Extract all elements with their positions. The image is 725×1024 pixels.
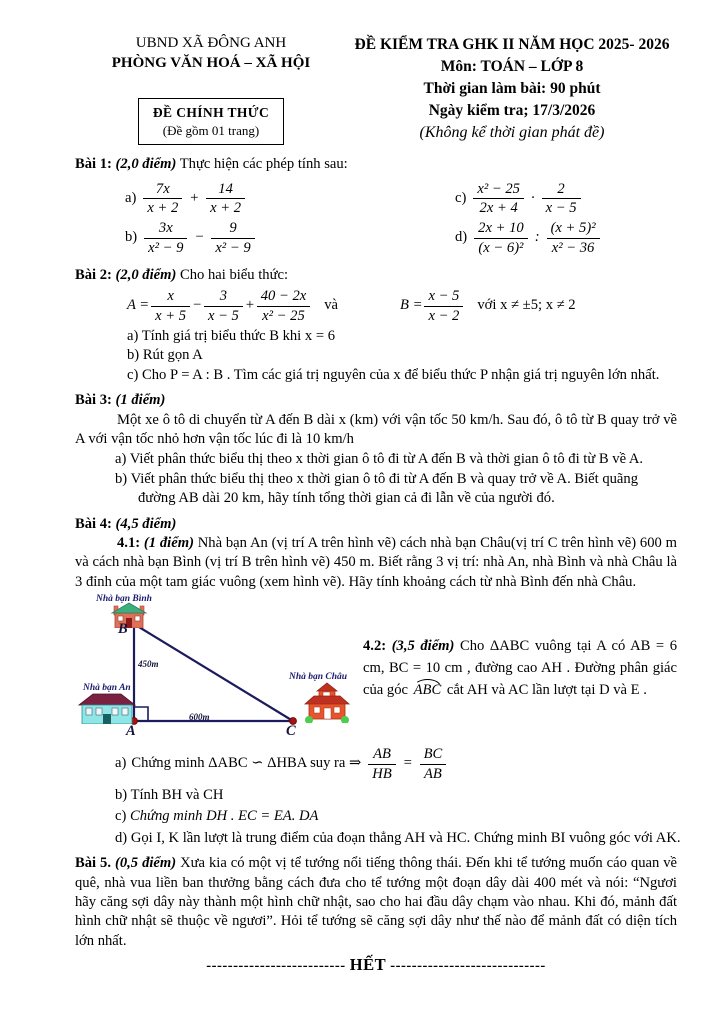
fraction-denominator: 2x + 4 [479,199,518,216]
binh-house-label: Nhà bạn Bình [96,594,152,605]
end-label: HẾT [349,955,387,975]
angle-abc-hat: ABC [413,682,442,699]
problem-4-2-text2: cắt AH và AC lần lượt tại D và E . [443,682,647,699]
exam-title: ĐỀ KIỂM TRA GHK II NĂM HỌC 2025- 2026 [354,36,670,53]
problem-5 [75,854,677,951]
official-exam-title: ĐỀ CHÍNH THỨC [152,104,270,120]
item-label: b) [127,347,140,364]
operator: − [192,297,202,314]
expr-B-lhs: B = [400,297,423,314]
fraction-numerator: 40 − 2x [257,288,311,306]
problem-3 [75,391,677,508]
exam-note: (Không kể thời gian phát đề) [419,124,605,141]
header-left [75,34,347,145]
item-label: d) [455,229,468,246]
fraction-denominator: x + 5 [155,307,187,324]
chau-house-icon [303,681,351,723]
operator: − [194,229,205,246]
problem-1 [75,155,677,260]
equals-sign: = [402,755,413,772]
problem-3b [75,470,677,509]
problem-4-2-items [75,746,681,848]
problem-1-label: Bài 1: [75,156,112,173]
header [75,34,677,145]
item-text: Viết phân thức biểu thị theo x thời gian ô tô đi từ A đến B và thời gian ô tô đi từ B về A. [129,451,644,468]
problem-4-1-text: Nhà bạn An (vị trí A trên hình vẽ) cách nhà bạn Châu(vị trí C trên hình vẽ) 600 m và cách nhà bạn Bình (vị trí B trên hình vẽ) 450 m. Biết rằng 3 vị trí: nhà An, nhà Bình và nhà Châu là 3 đỉnh của một tam giác vuông (xem hình vẽ). Hãy tính khoảng cách từ nhà Bình đến nhà Châu. [75,535,677,590]
operator: · [530,189,535,206]
problem-2-points: (2,0 điểm) [115,266,177,283]
problem-1-col-left [125,177,455,260]
problem-3-heading [75,391,677,410]
fraction-numerator: 9 [211,220,254,238]
fraction [144,220,187,256]
item-label: a) [125,189,137,206]
problem-4-2a [115,746,677,782]
problem-2-intro: Cho hai biểu thức: [180,266,289,283]
problem-2 [75,266,677,385]
problem-4-2d [115,829,681,848]
fraction-denominator: x − 5 [545,199,577,216]
problem-1a [125,181,455,217]
fraction-denominator: x − 5 [207,307,239,324]
end-dashes-right: ----------------------------- [390,958,546,975]
fraction-denominator: HB [372,765,392,782]
problem-4-2-text1: Cho ΔABC vuông tại A có AB = 6 cm, BC = 10 cm , đường cao AH . Đường phân giác của góc [363,638,678,699]
fraction [542,181,581,217]
item-text: Chứng minh DH . EC = EA. DA [130,808,319,825]
end-of-exam-line [75,954,677,976]
an-house-label: Nhà bạn An [83,683,131,694]
problem-5-points: (0,5 điểm) [115,855,177,872]
side-ac-dimension: 600m [189,712,210,723]
fraction [368,746,395,782]
fraction-denominator: x + 2 [147,199,179,216]
fraction [257,288,311,324]
org-name-line2: PHÒNG VĂN HOÁ – XÃ HỘI [111,54,311,71]
problem-1-points: (2,0 điểm) [115,156,177,173]
expr-A-lhs: A = [127,297,150,314]
fraction-numerator: x [151,288,190,306]
item-label: c) [455,189,467,206]
problem-4-1 [75,534,677,592]
conjunction: và [324,297,339,314]
exam-date: Ngày kiểm tra; 17/3/2026 [428,102,596,119]
problem-4-2c [115,807,677,826]
fraction-numerator: 3x [144,220,187,238]
problem-3-label: Bài 3: [75,392,112,409]
fraction-denominator: x² − 9 [148,239,184,256]
item-text: Chứng minh ΔABC ∽ ΔHBA suy ra ⇒ [131,755,362,772]
fraction-denominator: x² − 9 [215,239,251,256]
problem-4-2-points: (3,5 điểm) [391,638,455,655]
problem-1-col-right [455,177,677,260]
item-label: a) [115,451,127,468]
item-label: b) [115,470,128,487]
fraction-numerator: 2x + 10 [474,220,528,238]
fraction-numerator: AB [368,746,395,764]
fraction-numerator: (x + 5)² [547,220,600,238]
fraction [151,288,190,324]
official-exam-box [138,98,284,145]
problem-4-points: (4,5 điểm) [115,515,177,532]
problem-4-1-points: (1 điểm) [143,535,194,552]
fraction-numerator: 7x [143,181,182,199]
item-text: Cho P = A : B . Tìm các giá trị nguyên của x để biểu thức P nhận giá trị nguyên lớn nhất. [142,366,660,383]
operator: + [189,189,200,206]
fraction [424,288,463,324]
fraction-numerator: 3 [204,288,243,306]
item-label: b) [125,229,138,246]
vertex-c-label: C [286,723,296,740]
problem-3-points: (1 điểm) [115,392,166,409]
problem-1-items [75,177,677,260]
problem-2a [127,327,677,346]
fraction-denominator: x − 2 [428,307,460,324]
fraction-denominator: x² − 36 [551,239,595,256]
problem-2-label: Bài 2: [75,266,112,283]
fraction [473,181,524,217]
fraction-numerator: x² − 25 [473,181,524,199]
item-text: Tính BH và CH [130,786,224,803]
item-text: Rút gọn A [142,347,203,364]
problem-3a [75,450,677,469]
item-label: b) [115,786,128,803]
fraction-numerator: 14 [206,181,245,199]
exam-subject: Môn: TOÁN – LỚP 8 [440,58,584,75]
problem-1b [125,220,455,256]
exam-duration: Thời gian làm bài: 90 phút [423,80,601,97]
problem-1-intro: Thực hiện các phép tính sau: [179,156,348,173]
problem-1d [455,220,677,256]
problem-2b [127,346,677,365]
official-exam-subtitle: (Đề gồm 01 trang) [162,122,260,138]
fraction [474,220,528,256]
item-label: d) [115,829,128,846]
problem-4-label: Bài 4: [75,515,112,532]
item-label: c) [115,808,127,825]
fraction [547,220,600,256]
problem-2c [127,366,677,385]
side-ab-dimension: 450m [138,659,159,670]
problem-4-2-label: 4.2: [363,638,387,655]
item-text: Tính giá trị biểu thức B khi x = 6 [141,327,336,344]
fraction-denominator: (x − 6)² [478,239,524,256]
fraction [204,288,243,324]
org-name-line1: UBND XÃ ĐÔNG ANH [135,35,287,51]
chau-house-label: Nhà bạn Châu [289,672,348,683]
problem-4-2b [115,786,677,805]
expr-B-condition: với x ≠ ±5; x ≠ 2 [477,297,576,314]
an-house-icon [77,692,137,724]
fraction-denominator: x² − 25 [262,307,305,324]
problem-2-heading [75,266,677,285]
problem-4 [75,515,681,849]
problem-4-1-label: 4.1: [117,535,141,552]
fraction-denominator: x + 2 [210,199,242,216]
item-text: Gọi I, K lần lượt là trung điểm của đoạn thẳng AH và HC. Chứng minh BI vuông góc với AK. [130,829,681,846]
fraction-numerator: x − 5 [424,288,463,306]
problem-4-heading [75,515,677,534]
fraction [143,181,182,217]
item-label: c) [127,366,139,383]
fraction [206,181,245,217]
problem-2-expressions [127,288,677,324]
item-label: a) [115,755,127,772]
fraction [420,746,447,782]
item-label: a) [127,327,139,344]
problem-5-label: Bài 5. [75,855,112,872]
header-right [347,34,677,145]
end-dashes-left: -------------------------- [206,958,346,975]
vertex-a-label: A [126,723,136,740]
operator: : [534,229,540,246]
problem-1c [455,181,677,217]
problem-1-heading [75,155,677,174]
fraction-numerator: 2 [542,181,581,199]
problem-3-items [75,450,677,508]
item-text: Viết phân thức biểu thị theo x thời gian ô tô đi từ A đến B và quay trở về A. Biết quãng đường AB dài 20 km, hãy tính tổng thời gian cả đi lẫn về của người đó. [130,470,639,507]
fraction [211,220,254,256]
operator: + [244,297,255,314]
triangle-figure [63,595,355,746]
problem-5-text: Xưa kia có một vị tể tướng nổi tiếng thông thái. Đến khi tể tướng muốn cáo quan về quê, nhà vua liền ban thưởng bằng cách đưa cho tể tướng một đoạn dây dài 400 mét và nói: “Ngươi hãy căng sợi dây này thành một hình chữ nhật, sao cho hai đầu dây chạm vào nhau. Khi đó, mảnh đất hình chữ nhật sẽ thuộc về ngươi”. Hỏi tể tướng sẽ căng sợi dây như thế nào để mảnh đất có diện tích lớn nhất. [75,855,678,949]
problem-2-items [75,327,677,385]
fraction-denominator: AB [424,765,442,782]
problem-3-text: Một xe ô tô di chuyển từ A đến B dài x (km) với vận tốc 50 km/h. Sau đó, ô tô từ B quay trở về A với vận tốc nhỏ hơn vận tốc lúc đi là 10 km/h [75,411,677,448]
vertex-b-label: B [118,621,128,638]
fraction-numerator: BC [420,746,447,764]
